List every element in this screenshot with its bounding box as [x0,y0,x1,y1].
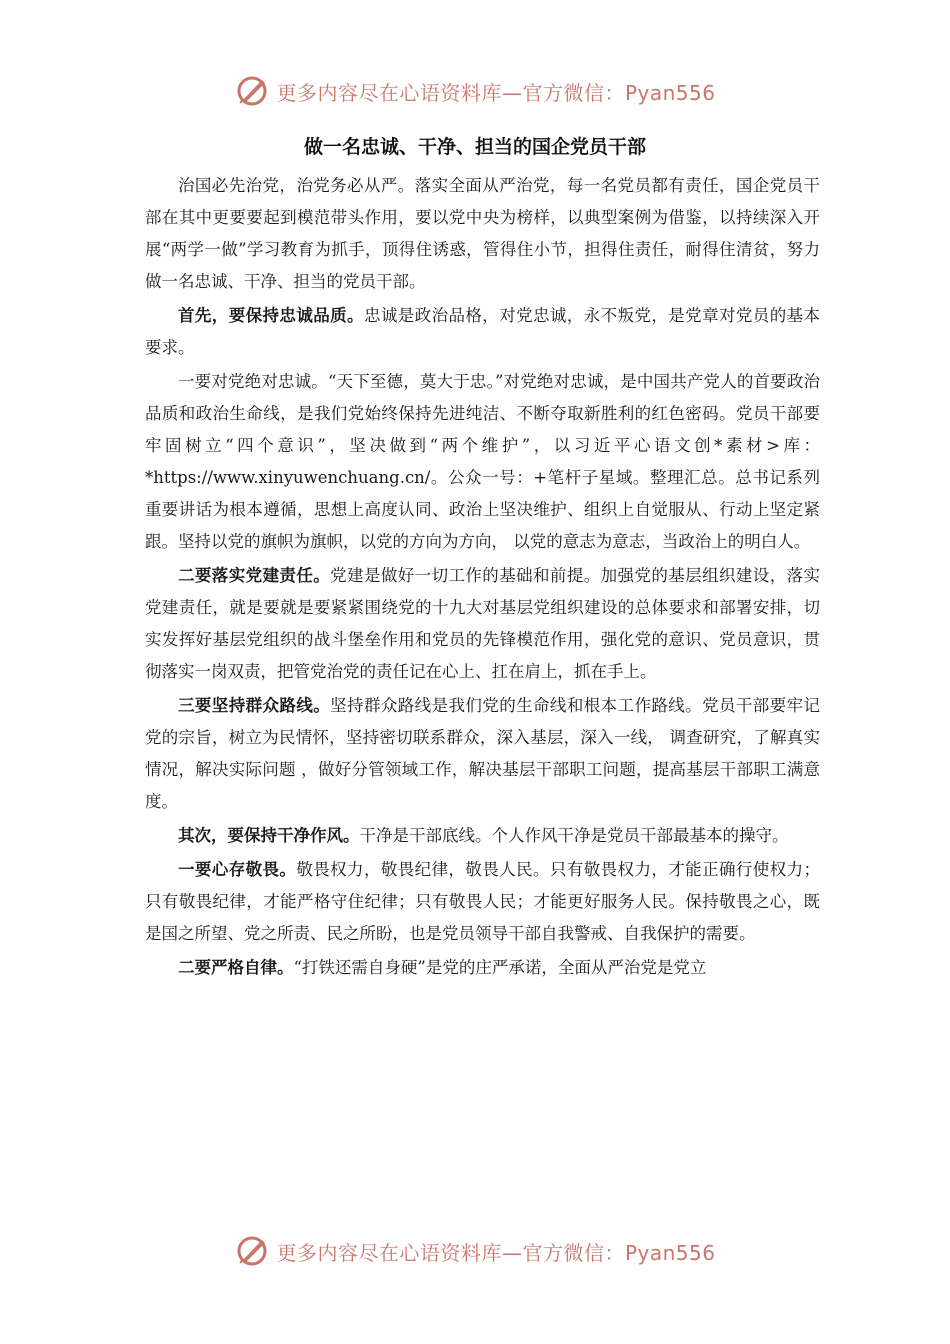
quill-seal-icon [234,73,270,109]
section-heading: 三要坚持群众路线。 [178,696,331,715]
header-banner [0,66,950,116]
section-heading: 首先，要保持忠诚品质。 [178,306,364,325]
section-heading: 二要严格自律。 [178,958,294,977]
document-title: 做一名忠诚、干净、担当的国企党员干部 [303,136,646,158]
footer-banner [0,1226,950,1276]
paragraph: 一要对党绝对忠诚。“天下至德，莫大于忠。”对党绝对忠诚，是中国共产党人的首要政治品质和政治生命线，是我们党始终保持先进纯洁、不断夺取新胜利的红色密码。党员干部要牢固树立“四个意识”，坚决做到“两个维护”，以习近平心语文创*素材>库：*https://www.xinyuwenchuang.cn/。公众一号：+笔杆子星域。整理汇总。总书记系列重要讲话为根本遵循，思想上高度认同、政治上坚决维护、组织上自觉服从、行动上坚定紧跟。坚持以党的旗帜为旗帜，以党的方向为方向， 以党的意志为意志，当政治上的明白人。 [145,372,820,551]
section-heading: 二要落实党建责任。 [178,566,331,585]
document-body [145,170,820,986]
paragraph: 三要坚持群众路线。坚持群众路线是我们党的生命线和根本工作路线。党员干部要牢记党的宗旨，树立为民情怀，坚持密切联系群众，深入基层，深入一线， 调查研究，了解真实情况，解决实际问题 ，做好分管领域工作，解决基层干部职工问题，提高基层干部职工满意度。 [145,696,821,811]
banner-text: 更多内容尽在心语资料库—官方微信：Pyan556 [276,1240,716,1265]
paragraph: 治国必先治党，治党务必从严。落实全面从严治党，每一名党员都有责任，国企党员干部在其中更要要起到模范带头作用，要以党中央为榜样，以典型案例为借鉴，以持续深入开展“两学一做”学习教育为抓手，顶得住诱惑，管得住小节，担得住责任，耐得住清贫，努力做一名忠诚、干净、担当的党员干部。 [145,176,820,291]
banner-text: 更多内容尽在心语资料库—官方微信：Pyan556 [276,80,716,105]
quill-seal-icon [234,1233,270,1269]
paragraph: 其次，要保持干净作风。干净是干部底线。个人作风干净是党员干部最基本的操守。 [178,826,789,845]
paragraph: 二要落实党建责任。党建是做好一切工作的基础和前提。加强党的基层组织建设，落实党建责任，就是要就是要紧紧围绕党的十九大对基层党组织建设的总体要求和部署安排，切实发挥好基层党组织的战斗堡垒作用和党员的先锋模范作用，强化党的意识、党员意识，贯彻落实一岗双责，把管党治党的责任记在心上、扛在肩上，抓在手上。 [145,566,821,681]
section-heading: 其次，要保持干净作风。 [178,826,360,845]
paragraph: 二要严格自律。“打铁还需自身硬”是党的庄严承诺，全面从严治党是党立 [178,958,707,977]
section-heading: 一要心存敬畏。 [178,860,297,879]
paragraph: 首先，要保持忠诚品质。忠诚是政治品格，对党忠诚，永不叛党，是党章对党员的基本要求。 [145,306,821,357]
paragraph: 一要心存敬畏。敬畏权力，敬畏纪律，敬畏人民。只有敬畏权力，才能正确行使权力；只有敬畏纪律，才能严格守住纪律；只有敬畏人民；才能更好服务人民。保持敬畏之心，既是国之所望、党之所责、民之所盼，也是党员领导干部自我警戒、自我保护的需要。 [145,860,821,943]
